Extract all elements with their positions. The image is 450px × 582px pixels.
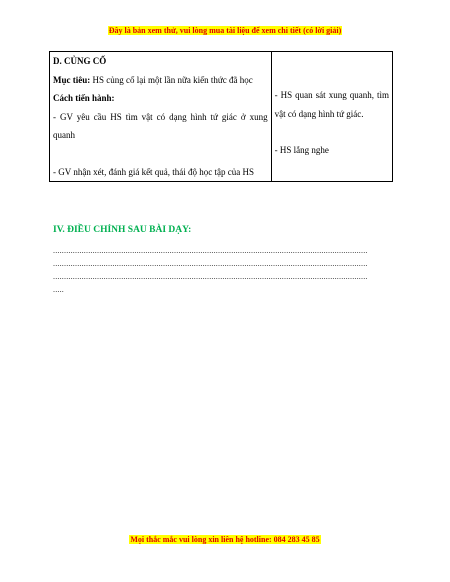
adjustment-notes [53, 244, 397, 296]
blank-line [275, 123, 389, 141]
objective-label: Mục tiêu: [53, 74, 91, 85]
student-step-1: - HS quan sát xung quanh, tìm vật có dạng hình tứ giác. [274, 90, 389, 119]
hotline-text: Mọi thắc mắc vui lòng xin liên hệ hotline: 084 283 45 85 [130, 535, 320, 544]
objective-text: HS củng cố lại một lần nữa kiến thức đã học [90, 74, 253, 85]
dotted-line: ..... [53, 285, 64, 294]
dotted-line: ............................................................................................................................................... [53, 246, 368, 255]
teacher-step-1: - GV yêu cầu HS tìm vật có dạng hình tứ giác ở xung quanh [53, 111, 268, 140]
teacher-step-2: - GV nhận xét, đánh giá kết quả, thái độ học tập của HS [53, 166, 255, 177]
objective-paragraph [53, 71, 268, 90]
table-row [50, 52, 393, 182]
hotline-banner [0, 535, 450, 544]
method-label: Cách tiến hành: [53, 93, 115, 103]
lesson-activity-table [49, 51, 393, 182]
preview-notice-banner [0, 26, 450, 35]
blank-line [53, 145, 268, 163]
adjustment-section-title: IV. ĐIỀU CHỈNH SAU BÀI DẠY: [53, 225, 192, 235]
section-heading: D. CỦNG CỐ [53, 56, 107, 66]
dotted-line: ............................................................................................................................................... [53, 259, 368, 268]
dotted-line: ............................................................................................................................................... [53, 272, 368, 281]
student-activity-cell [271, 52, 392, 182]
teacher-activity-cell [50, 52, 272, 182]
preview-notice-text: Đây là bản xem thử, vui lòng mua tài liệu để xem chi tiết (có lời giải) [108, 26, 342, 35]
student-step-2: - HS lắng nghe [274, 145, 329, 155]
